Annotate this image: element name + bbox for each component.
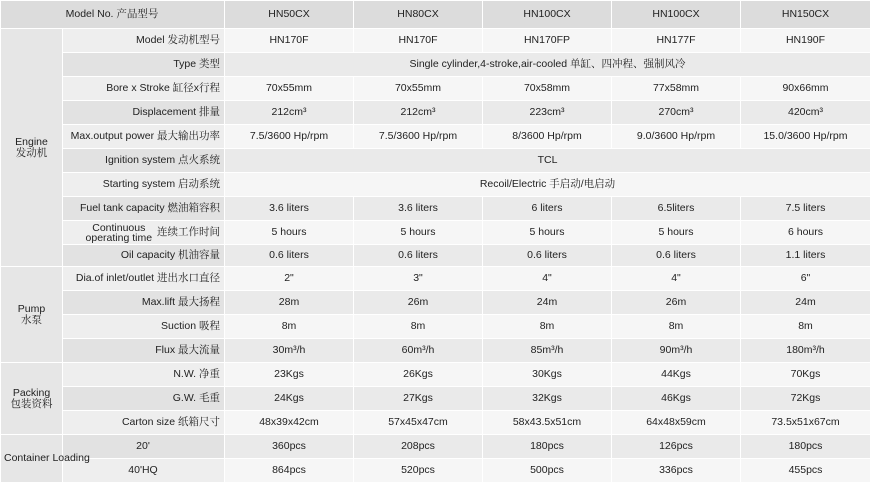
row-label: Oil capacity 机油容量 [63,245,225,267]
cell: 77x58mm [612,77,741,101]
cell: 7.5 liters [741,197,871,221]
cell: 126pcs [612,435,741,459]
row-label: Flux 最大流量 [63,339,225,363]
cell: 180pcs [483,435,612,459]
cell: 0.6 liters [612,245,741,267]
cell: 0.6 liters [354,245,483,267]
cell: 24Kgs [225,387,354,411]
header-label: Model No. 产品型号 [1,1,225,29]
cell: 3.6 liters [354,197,483,221]
cell: 212cm³ [354,101,483,125]
cell: 46Kgs [612,387,741,411]
row-label: 20' [63,435,225,459]
cell: 8/3600 Hp/rpm [483,125,612,149]
cell: 70x55mm [354,77,483,101]
model-header: HN150CX [741,1,871,29]
engine-continuous-row [1,221,871,245]
cell: 24m [483,291,612,315]
cell: 7.5/3600 Hp/rpm [354,125,483,149]
cell: 1.1 liters [741,245,871,267]
cell: HN170F [225,29,354,53]
cell: 5 hours [483,221,612,245]
cell: 5 hours [225,221,354,245]
cell: 223cm³ [483,101,612,125]
cell: 72Kgs [741,387,871,411]
cell: 500pcs [483,459,612,483]
cell: 2" [225,267,354,291]
row-label: Starting system 启动系统 [63,173,225,197]
cell: 90m³/h [612,339,741,363]
row-label: 40'HQ [63,459,225,483]
cell: HN177F [612,29,741,53]
container-20-row [1,435,871,459]
row-label: Model 发动机型号 [63,29,225,53]
cell: 8m [741,315,871,339]
row-label: Ignition system 点火系统 [63,149,225,173]
cell: 23Kgs [225,363,354,387]
container-group-label [1,435,90,483]
cell: 4" [483,267,612,291]
cell-merged: Single cylinder,4-stroke,air-cooled 单缸、四冲程、强制风冷 [225,53,871,77]
cell: 44Kgs [612,363,741,387]
group-zh: 包装资料 [10,397,53,410]
cell: 3" [354,267,483,291]
cell: 6" [741,267,871,291]
cell: 8m [483,315,612,339]
engine-fuel-row [1,197,871,221]
cell: 26m [354,291,483,315]
cell: 64x48x59cm [612,411,741,435]
row-label: Max.output power 最大输出功率 [63,125,225,149]
engine-starting-row [1,173,871,197]
cell: 455pcs [741,459,871,483]
cell: 360pcs [225,435,354,459]
cell: 73.5x51x67cm [741,411,871,435]
cell: 864pcs [225,459,354,483]
cell: 0.6 liters [483,245,612,267]
cell-merged: TCL [225,149,871,173]
cell: 420cm³ [741,101,871,125]
cell: 336pcs [612,459,741,483]
row-label: Dia.of inlet/outlet 进出水口直径 [63,267,225,291]
container-40hq-row [1,459,871,483]
model-header: HN80CX [354,1,483,29]
cell: 30Kgs [483,363,612,387]
row-label: G.W. 毛重 [63,387,225,411]
cell: 26m [612,291,741,315]
cell: 48x39x42cm [225,411,354,435]
cell: 520pcs [354,459,483,483]
row-label: Max.lift 最大扬程 [63,291,225,315]
engine-ignition-row [1,149,871,173]
group-en: Pump [17,302,46,315]
group-en: Packing [12,386,51,399]
cell: 208pcs [354,435,483,459]
row-label-en [86,223,153,243]
cell: 3.6 liters [225,197,354,221]
group-en: Container Loading [4,452,90,464]
engine-oil-row [1,245,871,267]
row-label: Bore x Stroke 缸径x行程 [63,77,225,101]
cell: 70x58mm [483,77,612,101]
cell: 6 hours [741,221,871,245]
engine-output-row [1,125,871,149]
model-header: HN100CX [483,1,612,29]
row-label [63,221,225,245]
cell: 70Kgs [741,363,871,387]
model-header: HN100CX [612,1,741,29]
row-label-line: Continuous [92,221,146,234]
pump-suction-row [1,315,871,339]
cell: 60m³/h [354,339,483,363]
row-label: Type 类型 [63,53,225,77]
cell: 4" [612,267,741,291]
engine-group-label [1,29,63,267]
header-row [1,1,871,29]
cell: 30m³/h [225,339,354,363]
row-label: Suction 吸程 [63,315,225,339]
cell: 6.5liters [612,197,741,221]
pump-dia-row [1,267,871,291]
group-en: Engine [15,135,48,148]
cell: 26Kgs [354,363,483,387]
row-label: Displacement 排量 [63,101,225,125]
cell: 8m [225,315,354,339]
cell: 212cm³ [225,101,354,125]
row-label-zh: 连续工作时间 [157,226,220,239]
cell: 180m³/h [741,339,871,363]
cell: 270cm³ [612,101,741,125]
pump-flux-row [1,339,871,363]
row-label: Fuel tank capacity 燃油箱容积 [63,197,225,221]
cell: 6 liters [483,197,612,221]
cell: 180pcs [741,435,871,459]
cell: 0.6 liters [225,245,354,267]
cell: 28m [225,291,354,315]
cell: 8m [354,315,483,339]
group-zh: 发动机 [15,146,48,159]
cell: HN170F [354,29,483,53]
cell: 90x66mm [741,77,871,101]
cell: 9.0/3600 Hp/rpm [612,125,741,149]
cell: HN170FP [483,29,612,53]
cell: 5 hours [612,221,741,245]
cell: 7.5/3600 Hp/rpm [225,125,354,149]
cell: 27Kgs [354,387,483,411]
engine-bore-row [1,77,871,101]
cell: 70x55mm [225,77,354,101]
packing-group-label [1,363,63,435]
cell: 15.0/3600 Hp/rpm [741,125,871,149]
row-label: Carton size 纸箱尺寸 [63,411,225,435]
pump-group-label [1,267,63,363]
row-label: N.W. 净重 [63,363,225,387]
cell: 85m³/h [483,339,612,363]
cell-merged: Recoil/Electric 手启动/电启动 [225,173,871,197]
packing-gw-row [1,387,871,411]
cell: HN190F [741,29,871,53]
model-header: HN50CX [225,1,354,29]
row-label-line: operating time [85,231,153,244]
cell: 24m [741,291,871,315]
cell: 32Kgs [483,387,612,411]
engine-displacement-row [1,101,871,125]
packing-nw-row [1,363,871,387]
cell: 57x45x47cm [354,411,483,435]
cell: 8m [612,315,741,339]
engine-model-row [1,29,871,53]
packing-carton-row [1,411,871,435]
cell: 58x43.5x51cm [483,411,612,435]
engine-type-row [1,53,871,77]
pump-lift-row [1,291,871,315]
group-zh: 水泵 [21,313,42,326]
cell: 5 hours [354,221,483,245]
